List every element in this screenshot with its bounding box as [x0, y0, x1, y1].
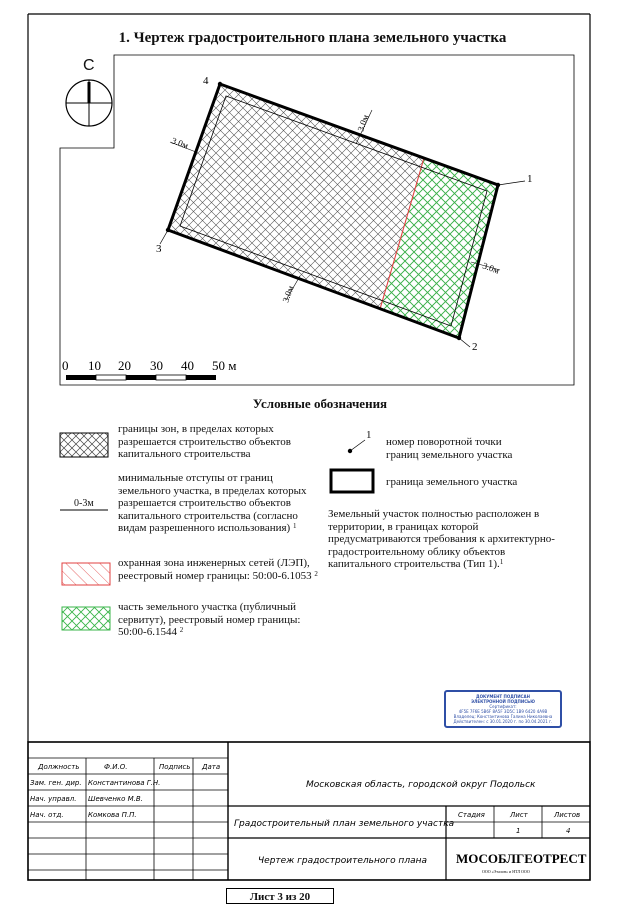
- scale-label-20: 20: [118, 358, 131, 373]
- setback-label-south: 3.0м: [280, 284, 296, 304]
- point-label-2: 2: [472, 341, 478, 353]
- stamp-line-1: ДОКУМЕНТ ПОДПИСАН: [476, 694, 530, 699]
- setback-label-west: 3.0м: [170, 135, 190, 151]
- scale-label-10: 10: [88, 358, 101, 373]
- scale-label-50: 50 м: [212, 358, 237, 373]
- tb-doc-title: Градостроительный план земельного участка: [234, 819, 455, 829]
- stamp-line-5: Владелец: Константинова Галина Николаевна: [453, 714, 553, 719]
- legend-point-text: номер поворотной точки границ земельного участка: [386, 436, 513, 461]
- stamp-line-2: ЭЛЕКТРОННОЙ ПОДПИСЬЮ: [471, 699, 535, 704]
- tb-header-role: Должность: [38, 763, 80, 771]
- legend-note-text: Земельный участок полностью расположен в территории, в границах которой предусматриваются требования к архитектурно-градостроительному облику объектов капитального строительства (Тип 1).: [328, 508, 555, 570]
- legend-setbacks-sup: 1: [292, 522, 297, 530]
- tb-row-1-name: Константинова Г.Н.: [88, 779, 161, 787]
- scale-label-40: 40: [181, 358, 194, 373]
- tb-header-name: Ф.И.О.: [104, 763, 128, 771]
- setback-label-east: 3.0м: [481, 260, 501, 276]
- tb-sheets-value: 4: [566, 827, 571, 835]
- tb-drawing-title: Чертеж градостроительного плана: [258, 856, 427, 866]
- tb-stage-label: Стадия: [458, 811, 485, 819]
- tb-row-1-role: Зам. ген. дир.: [30, 779, 82, 787]
- tb-row-2-role: Нач. управл.: [30, 795, 77, 803]
- scale-label-0: 0: [62, 358, 69, 373]
- legend-setbacks-text: минимальные отступы от границ земельного участка, в пределах которых разрешается строительство объектов капитального строительства (согласно видам разрешенного использования): [118, 472, 307, 534]
- point-label-3: 3: [156, 243, 162, 255]
- tb-row-3-role: Нач. отд.: [30, 811, 64, 819]
- legend-title: Условные обозначения: [252, 396, 388, 411]
- stamp-line-3: Сертификат:: [489, 704, 517, 709]
- legend-setback-value: 0-3м: [74, 498, 94, 509]
- legend-protection-text: охранная зона инженерных сетей (ЛЭП), реестровый номер границы: 50:00-6.1053: [118, 557, 312, 582]
- tb-org-logo: МОСОБЛГЕОТРЕСТ: [456, 851, 587, 866]
- tb-header-signature: Подпись: [159, 763, 191, 771]
- legend-zones-text: границы зон, в пределах которых разрешается строительство объектов капитального строительства: [118, 423, 291, 460]
- tb-row-2-name: Шевченко М.В.: [88, 795, 143, 803]
- tb-org-sub: ООО «Эталон» и НТЛ ООО: [482, 869, 530, 874]
- tb-header-date: Дата: [202, 763, 221, 771]
- tb-sheet-label: Лист: [510, 811, 528, 819]
- point-label-1: 1: [527, 173, 533, 185]
- sheet-number: Лист 3 из 20: [226, 888, 334, 904]
- tb-sheet-value: 1: [516, 827, 521, 835]
- legend-point-number: 1: [366, 429, 372, 441]
- tb-location: Московская область, городской округ Подольск: [306, 780, 536, 790]
- legend-servitude-text: часть земельного участка (публичный сервитут), реестровый номер границы: 50:00-6.1544: [118, 601, 301, 638]
- page-title: 1. Чертеж градостроительного плана земельного участка: [118, 30, 507, 46]
- tb-row-3-name: Комкова П.П.: [88, 811, 137, 819]
- north-label: С: [83, 57, 95, 74]
- point-label-4: 4: [203, 75, 209, 87]
- legend-note-sup: 1: [499, 558, 504, 566]
- tb-sheets-label: Листов: [554, 811, 581, 819]
- setback-label-north: 3.0м: [355, 113, 371, 133]
- stamp-line-4: 4F5E 7F6E 5B6F 8A5F 3D5C 1B9 6420 4A9B: [458, 709, 548, 714]
- legend-protection-sup: 2: [314, 569, 318, 578]
- stamp-line-6: Действителен: с 30.01.2020 г. по 30.04.2021 г.: [453, 719, 553, 724]
- legend-boundary-text: граница земельного участка: [386, 476, 518, 488]
- scale-label-30: 30: [150, 358, 163, 373]
- legend-servitude-sup: 2: [179, 626, 184, 634]
